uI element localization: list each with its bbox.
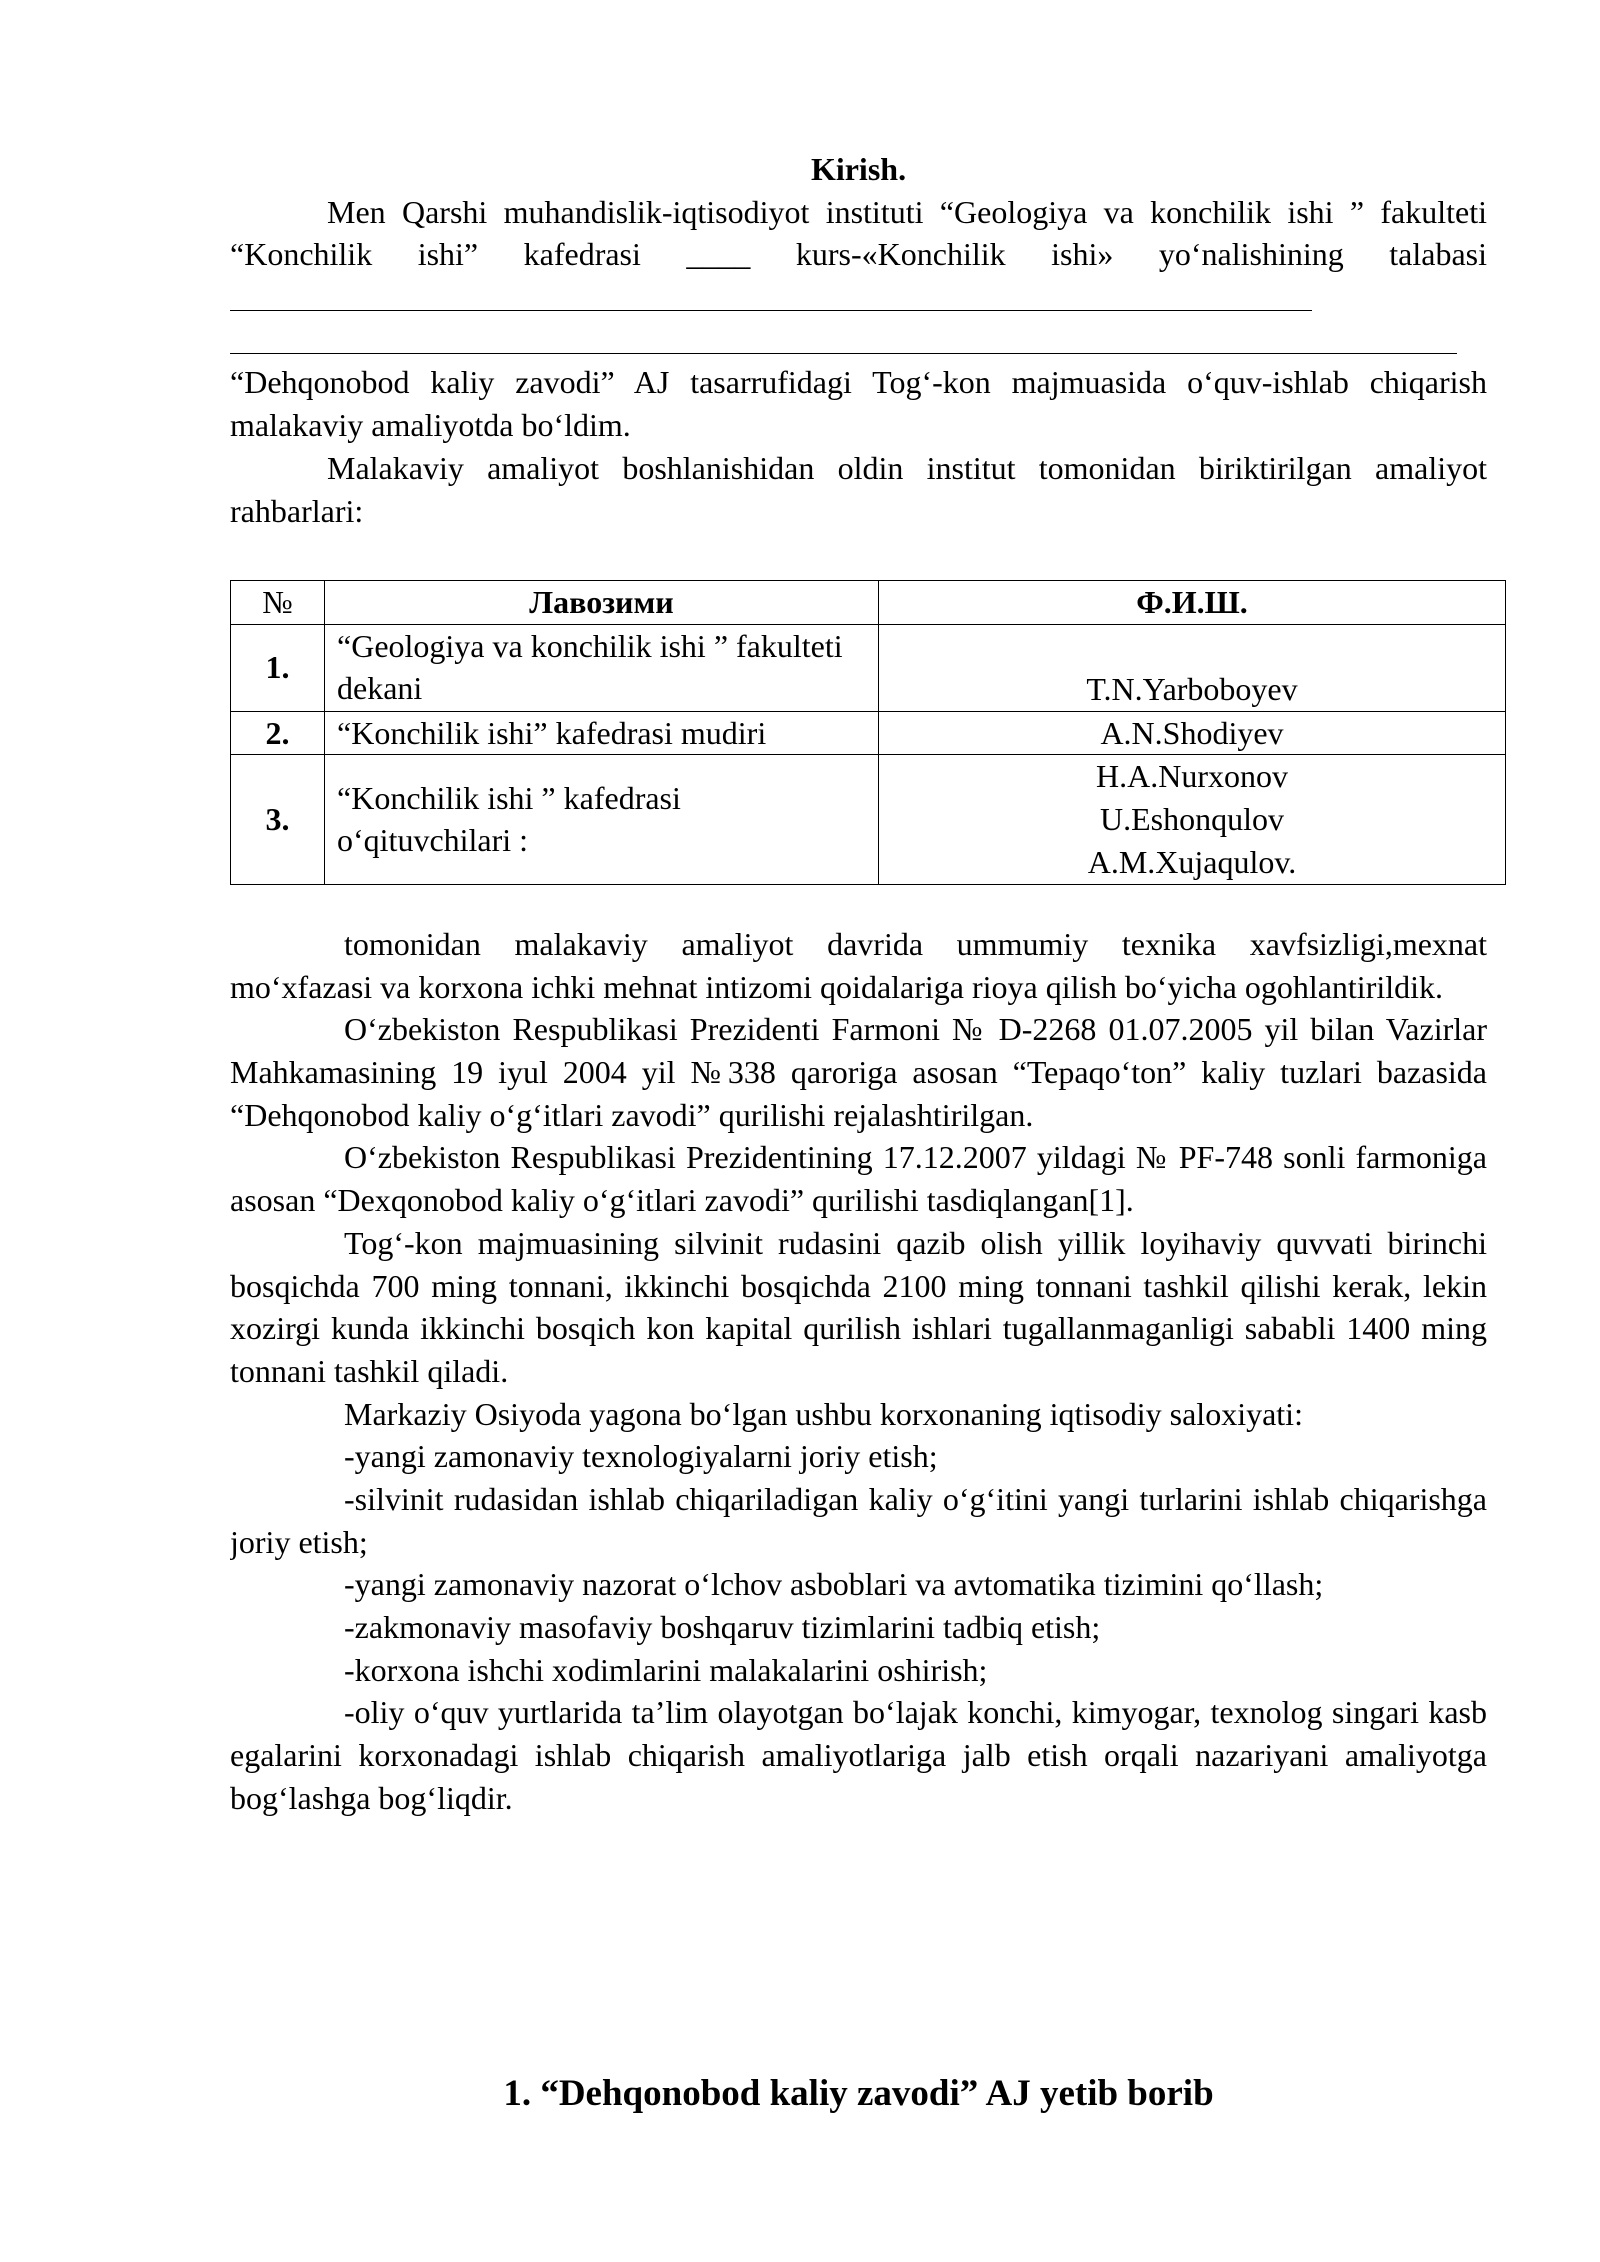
position-line: “Konchilik ishi ” kafedrasi <box>337 779 681 816</box>
position-line: dekani <box>337 670 423 707</box>
row-number: 1. <box>231 624 325 711</box>
list-item-line: -yangi zamonaviy nazorat o‘lchov asboblari va avtomatika tizimini qo‘llash; <box>344 1566 1324 1603</box>
blank-underline <box>230 353 1457 354</box>
list-item-line: egalarini korxonadagi ishlab chiqarish amaliyotlariga jalb etish orqali nazariyani amaliyotga <box>230 1737 1487 1774</box>
intro-line: malakaviy amaliyotda bo‘ldim. <box>230 407 631 444</box>
position-line: “Geologiya va konchilik ishi ” fakulteti <box>337 627 843 664</box>
position-line: “Konchilik ishi” kafedrasi mudiri <box>337 714 767 751</box>
position-cell <box>325 624 879 711</box>
list-item-line: -korxona ishchi xodimlarini malakalarini oshirish; <box>344 1651 988 1688</box>
intro-line: rahbarlari: <box>230 492 364 529</box>
list-item-line: -silvinit rudasidan ishlab chiqariladigan kaliy o‘g‘itini yangi turlarini ishlab chiqarishga <box>344 1480 1487 1517</box>
person-name: T.N.Yarboboyev <box>1086 671 1298 707</box>
list-item-line: -oliy o‘quv yurtlarida ta’lim olayotgan bo‘lajak konchi, kimyogar, texnolog singari kasb <box>344 1694 1487 1731</box>
blank-fill-line <box>230 319 1487 362</box>
intro-line: “Dehqonobod kaliy zavodi” AJ tasarrufidagi Tog‘-kon majmuasida o‘quv-ishlab chiqarish <box>230 364 1487 401</box>
intro-section <box>230 148 1487 532</box>
body-line: asosan “Dexqonobod kaliy o‘g‘itlari zavodi” qurilishi tasdiqlangan[1]. <box>230 1182 1134 1219</box>
body-line: O‘zbekiston Respublikasi Prezidenti Farmoni № D-2268 01.07.2005 yil bilan Vazirlar <box>344 1011 1487 1048</box>
list-item-line: -yangi zamonaviy texnologiyalarni joriy etish; <box>344 1438 938 1475</box>
list-item-line: joriy etish; <box>230 1523 368 1560</box>
supervisors-table <box>230 580 1506 885</box>
table-header-row <box>231 581 1506 625</box>
person-name: H.A.Nurxonov <box>1096 758 1288 795</box>
body-line: mo‘xfazasi va korxona ichki mehnat intizomi qoidalariga rioya qilish bo‘yicha ogohlantirildik. <box>230 968 1444 1005</box>
body-line: Tog‘-kon majmuasining silvinit rudasini qazib olish yillik loyihaviy quvvati birinchi <box>344 1224 1487 1261</box>
body-section <box>230 923 1487 1819</box>
body-line: tonnani tashkil qiladi. <box>230 1352 509 1389</box>
intro-title: Kirish. <box>810 151 907 187</box>
row-number: 2. <box>231 711 325 755</box>
body-line: tomonidan malakaviy amaliyot davrida ummumiy texnika xavfsizligi,mexnat <box>344 926 1487 962</box>
body-line: Mahkamasining 19 iyul 2004 yil №338 qaroriga asosan “Tepaqo‘ton” kaliy tuzlari bazasida <box>230 1054 1487 1091</box>
person-name: A.N.Shodiyev <box>1100 714 1284 751</box>
header-number: № <box>231 581 325 625</box>
person-name: U.Eshonqulov <box>1100 801 1284 838</box>
person-name: A.M.Xujaqulov. <box>1087 843 1297 880</box>
body-line: xozirgi kunda ikkinchi bosqich kon kapital qurilish ishlari tugallanmaganligi sababli 1400 ming <box>230 1310 1487 1347</box>
name-cell <box>879 711 1506 755</box>
section-heading: 1. “Dehqonobod kaliy zavodi” AJ yetib borib <box>503 2073 1214 2114</box>
body-line: bosqichda 700 ming tonnani, ikkinchi bosqichda 2100 ming tonnani tashkil qilishi kerak, lekin <box>230 1267 1487 1304</box>
intro-line: Men Qarshi muhandislik-iqtisodiyot instituti “Geologiya va konchilik ishi ” fakulteti <box>327 193 1487 230</box>
body-line: “Dehqonobod kaliy o‘g‘itlari zavodi” qurilishi rejalashtirilgan. <box>230 1096 1034 1133</box>
intro-line: “Konchilik ishi” kafedrasi ____ kurs-«Konchilik ishi» yo‘nalishining talabasi <box>230 236 1487 273</box>
body-line: O‘zbekiston Respublikasi Prezidentining 17.12.2007 yildagi № PF-748 sonli farmoniga <box>344 1139 1487 1176</box>
header-position: Лавозими <box>325 581 879 625</box>
table-row <box>231 711 1506 755</box>
list-item-line: -zakmonaviy masofaviy boshqaruv tizimlarini tadbiq etish; <box>344 1609 1101 1645</box>
name-cell <box>879 624 1506 711</box>
intro-line: Malakaviy amaliyot boshlanishidan oldin institut tomonidan biriktirilgan amaliyot <box>327 449 1487 486</box>
row-number: 3. <box>231 755 325 884</box>
position-line: o‘qituvchilari : <box>337 822 529 859</box>
list-item-line: bog‘lashga bog‘liqdir. <box>230 1779 513 1816</box>
blank-fill-line <box>230 276 1487 319</box>
blank-underline <box>230 310 1312 311</box>
header-full-name: Ф.И.Ш. <box>879 581 1506 625</box>
position-cell <box>325 711 879 755</box>
table-row <box>231 755 1506 884</box>
position-cell <box>325 755 879 884</box>
table-row <box>231 624 1506 711</box>
name-cell <box>879 755 1506 884</box>
body-line: Markaziy Osiyoda yagona bo‘lgan ushbu korxonaning iqtisodiy saloxiyati: <box>344 1395 1303 1432</box>
